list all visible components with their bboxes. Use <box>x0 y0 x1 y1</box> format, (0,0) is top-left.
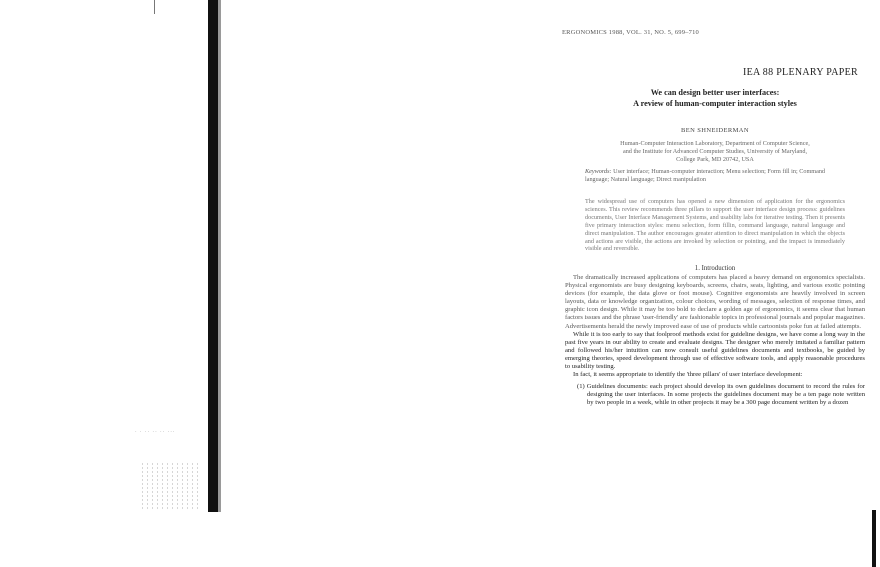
body-paragraph: In fact, it seems appropriate to identify the 'three pillars' of user interface development: <box>573 371 803 379</box>
abstract: The widespread use of computers has opened a new dimension of application for the ergonomics sciences. This review recommends three pillars to support the user interface design process: guidelines documents, User Interface Management Systems, and usability labs for iterative testing. Then it presents five primary interaction styles: menu selection, form fillin, command language, natural language and direct manipulation. The author encourages greater attention to direct manipulation in which the objects and actions are visible, the actions are invoked by selection or pointing, and the impact is immediately visible and reversible. <box>585 198 845 253</box>
paper-author: BEN SHNEIDERMAN <box>681 127 749 134</box>
scan-mark <box>154 0 155 14</box>
scan-speckles <box>140 462 200 510</box>
page-binding-shadow <box>208 0 218 512</box>
body-paragraph: While it is too early to say that foolproof methods exist for guideline designs, we have come a long way in the past five years in our ability to create and evaluate designs. The designer who merely imitated a familiar pattern and followed his/her intuition can now consult useful guidelines documents and textbooks, be guided by emerging theories, speed development through use of effective software tools, and apply reasonable procedures to usability testing. <box>565 330 865 371</box>
affiliation-line: and the Institute for Advanced Computer Studies, University of Maryland, <box>622 148 808 155</box>
section-heading: 1. Introduction <box>694 265 736 272</box>
body-text <box>565 274 865 408</box>
list-item: (1) Guidelines documents: each project should develop its own guidelines document to record the rules for designing the user interfaces. In some projects the guidelines document may be a ten page note written by two people in a week, while in other projects it may be a 300 page document written by a dozen <box>577 383 865 407</box>
journal-citation: ERGONOMICS 1988, VOL. 31, NO. 5, 699–710 <box>562 29 699 36</box>
keywords-text: User interface; Human-computer interaction; Menu selection; Form fill in; Command language; Natural language; Direct manipulation <box>585 168 826 183</box>
paper-title-line-2: A review of human-computer interaction styles <box>633 99 797 108</box>
page-edge-shadow <box>872 510 876 567</box>
keywords-label: Keywords: <box>585 168 612 175</box>
section-label: IEA 88 PLENARY PAPER <box>742 67 858 78</box>
body-paragraph: The dramatically increased applications of computers has placed a heavy demand on ergonomics specialists. Physical ergonomists are busy designing keyboards, screens, chairs, seats, lighting, and various exotic pointing devices (for example, the data glove or foot mouse). Cognitive ergonomists are heavily involved in screen layouts, data or knowledge organization, colour choices, wording of messages, selection of response times, and graphic icon design. While it may be too bold to declare a golden age of ergonomics, it seems clear that human factors issues and the phrase 'user-friendly' are fashionable topics in professional journals and popular magazines. Advertisements herald the newly improved ease of use of products while cartoonists poke fun at failed attempts. <box>565 274 865 330</box>
affiliation-line: College Park, MD 20742, USA <box>676 156 754 163</box>
paper-title-line-1: We can design better user interfaces: <box>650 88 780 97</box>
scan-noise-text: · · ·· ·· ·· ··· <box>135 430 176 435</box>
page-binding-edge <box>218 0 221 512</box>
affiliation-line: Human-Computer Interaction Laboratory, Department of Computer Science, <box>620 140 810 147</box>
keywords <box>585 168 845 184</box>
